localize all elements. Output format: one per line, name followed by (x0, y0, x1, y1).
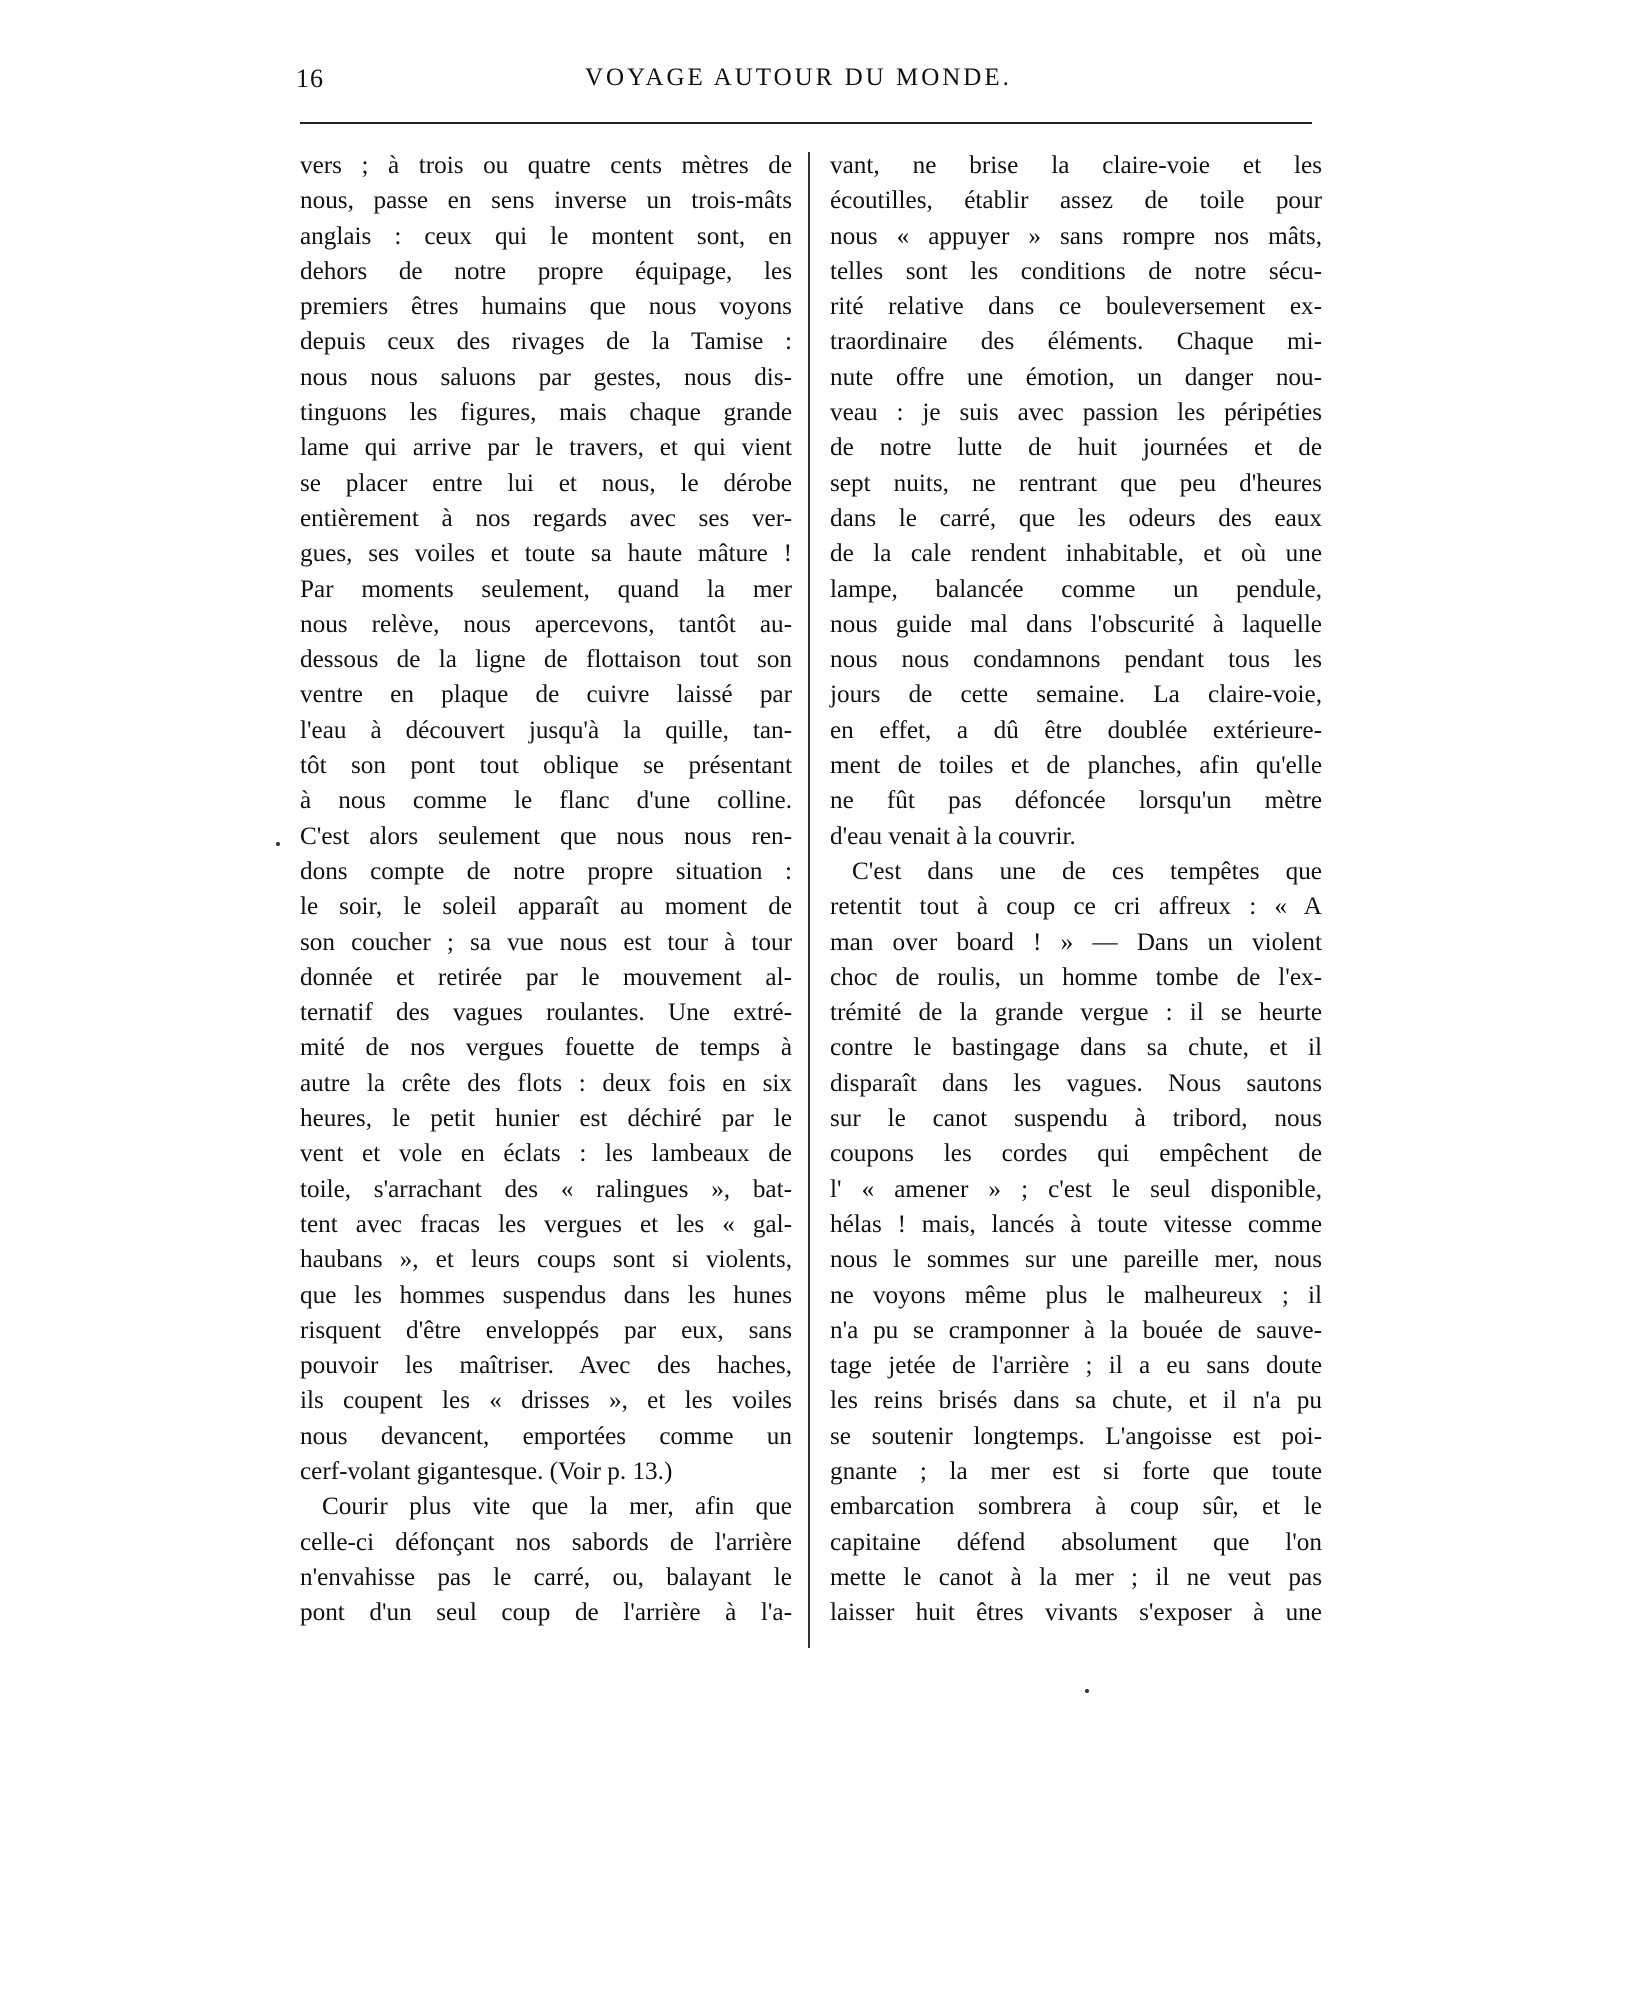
text-line: tôt son pont tout oblique se présentant (300, 752, 792, 780)
column-divider (808, 152, 810, 1648)
text-line: se soutenir longtemps. L'angoisse est poi- (830, 1422, 1322, 1450)
text-line: Courir plus vite que la mer, afin que (322, 1493, 792, 1521)
text-line: dehors de notre propre équipage, les (300, 257, 792, 285)
text-line: nous nous saluons par gestes, nous dis- (300, 363, 792, 391)
text-line: lame qui arrive par le travers, et qui vient (300, 434, 792, 462)
text-line: trémité de la grande vergue : il se heurte (830, 999, 1322, 1027)
text-line: pouvoir les maîtriser. Avec des haches, (300, 1352, 792, 1380)
text-line: n'envahisse pas le carré, ou, balayant le (300, 1563, 792, 1591)
text-line: en effet, a dû être doublée extérieure- (830, 716, 1322, 744)
text-line: ne voyons même plus le malheureux ; il (830, 1281, 1322, 1309)
text-line: C'est dans une de ces tempêtes que (852, 857, 1322, 885)
text-line: choc de roulis, un homme tombe de l'ex- (830, 963, 1322, 991)
text-line: de la cale rendent inhabitable, et où une (830, 540, 1322, 568)
text-line: les reins brisés dans sa chute, et il n'a pu (830, 1387, 1322, 1415)
ink-speck (276, 842, 280, 846)
text-line: ventre en plaque de cuivre laissé par (300, 681, 792, 709)
text-line: risquent d'être enveloppés par eux, sans (300, 1316, 792, 1344)
text-line: l' « amener » ; c'est le seul disponible, (830, 1175, 1322, 1203)
text-line: dans le carré, que les odeurs des eaux (830, 504, 1322, 532)
text-line: veau : je suis avec passion les péripéties (830, 399, 1322, 427)
text-line: premiers êtres humains que nous voyons (300, 293, 792, 321)
page-number: 16 (296, 64, 324, 93)
text-line: que les hommes suspendus dans les hunes (300, 1281, 792, 1309)
text-line: C'est alors seulement que nous nous ren- (300, 822, 792, 850)
text-line: gues, ses voiles et toute sa haute mâture ! (300, 540, 792, 568)
text-line: nous le sommes sur une pareille mer, nous (830, 1246, 1322, 1274)
text-line: jours de cette semaine. La claire-voie, (830, 681, 1322, 709)
text-line: hélas ! mais, lancés à toute vitesse comme (830, 1210, 1322, 1238)
text-line: mette le canot à la mer ; il ne veut pas (830, 1563, 1322, 1591)
text-line: tinguons les figures, mais chaque grande (300, 399, 792, 427)
text-line: d'eau venait à la couvrir. (830, 822, 1076, 850)
text-line: l'eau à découvert jusqu'à la quille, tan- (300, 716, 792, 744)
text-line: Par moments seulement, quand la mer (300, 575, 792, 603)
text-line: ne fût pas défoncée lorsqu'un mètre (830, 787, 1322, 815)
text-line: entièrement à nos regards avec ses ver- (300, 504, 792, 532)
text-line: depuis ceux des rivages de la Tamise : (300, 328, 792, 356)
text-line: ils coupent les « drisses », et les voiles (300, 1387, 792, 1415)
text-line: anglais : ceux qui le montent sont, en (300, 222, 792, 250)
text-line: mité de nos vergues fouette de temps à (300, 1034, 792, 1062)
text-line: haubans », et leurs coups sont si violents, (300, 1246, 792, 1274)
text-line: rité relative dans ce bouleversement ex- (830, 293, 1322, 321)
text-line: dessous de la ligne de flottaison tout son (300, 646, 792, 674)
text-line: sur le canot suspendu à tribord, nous (830, 1105, 1322, 1133)
text-line: capitaine défend absolument que l'on (830, 1528, 1322, 1556)
text-line: gnante ; la mer est si forte que toute (830, 1457, 1322, 1485)
text-line: à nous comme le flanc d'une colline. (300, 787, 792, 815)
text-line: vent et vole en éclats : les lambeaux de (300, 1140, 792, 1168)
text-line: laisser huit êtres vivants s'exposer à une (830, 1599, 1322, 1627)
text-line: sept nuits, ne rentrant que peu d'heures (830, 469, 1322, 497)
text-line: de notre lutte de huit journées et de (830, 434, 1322, 462)
running-title: VOYAGE AUTOUR DU MONDE. (585, 64, 1012, 91)
text-line: coupons les cordes qui empêchent de (830, 1140, 1322, 1168)
text-line: le soir, le soleil apparaît au moment de (300, 893, 792, 921)
text-line: telles sont les conditions de notre sécu- (830, 257, 1322, 285)
text-line: nute offre une émotion, un danger nou- (830, 363, 1322, 391)
text-line: celle-ci défonçant nos sabords de l'arrière (300, 1528, 792, 1556)
text-line: n'a pu se cramponner à la bouée de sauve- (830, 1316, 1322, 1344)
text-line: nous nous condamnons pendant tous les (830, 646, 1322, 674)
left-column (300, 148, 792, 1630)
text-line: nous, passe en sens inverse un trois-mâts (300, 187, 792, 215)
text-line: tage jetée de l'arrière ; il a eu sans doute (830, 1352, 1322, 1380)
text-line: contre le bastingage dans sa chute, et il (830, 1034, 1322, 1062)
text-line: nous « appuyer » sans rompre nos mâts, (830, 222, 1322, 250)
ink-speck (1085, 1689, 1089, 1693)
header-rule (300, 122, 1312, 124)
text-line: retentit tout à coup ce cri affreux : « A (830, 893, 1322, 921)
text-line: écoutilles, établir assez de toile pour (830, 187, 1322, 215)
text-line: embarcation sombrera à coup sûr, et le (830, 1493, 1322, 1521)
text-line: tent avec fracas les vergues et les « gal- (300, 1210, 792, 1238)
text-line: dons compte de notre propre situation : (300, 857, 792, 885)
text-line: toile, s'arrachant des « ralingues », bat- (300, 1175, 792, 1203)
text-line: pont d'un seul coup de l'arrière à l'a- (300, 1599, 792, 1627)
text-line: vant, ne brise la claire-voie et les (830, 152, 1322, 179)
text-line: son coucher ; sa vue nous est tour à tour (300, 928, 792, 956)
text-line: heures, le petit hunier est déchiré par le (300, 1105, 792, 1133)
text-line: lampe, balancée comme un pendule, (830, 575, 1322, 603)
text-line: nous devancent, emportées comme un (300, 1422, 792, 1450)
text-line: autre la crête des flots : deux fois en six (300, 1069, 792, 1097)
text-line: donnée et retirée par le mouvement al- (300, 963, 792, 991)
text-line: ternatif des vagues roulantes. Une extré- (300, 999, 792, 1027)
text-line: disparaît dans les vagues. Nous sautons (830, 1069, 1322, 1097)
text-line: nous guide mal dans l'obscurité à laquelle (830, 610, 1322, 638)
text-line: se placer entre lui et nous, le dérobe (300, 469, 792, 497)
text-line: cerf-volant gigantesque. (Voir p. 13.) (300, 1457, 673, 1485)
text-line: vers ; à trois ou quatre cents mètres de (300, 152, 792, 179)
text-line: nous relève, nous apercevons, tantôt au- (300, 610, 792, 638)
text-line: traordinaire des éléments. Chaque mi- (830, 328, 1322, 356)
text-line: man over board ! » — Dans un violent (830, 928, 1322, 956)
text-line: ment de toiles et de planches, afin qu'elle (830, 752, 1322, 780)
right-column (830, 148, 1322, 1630)
